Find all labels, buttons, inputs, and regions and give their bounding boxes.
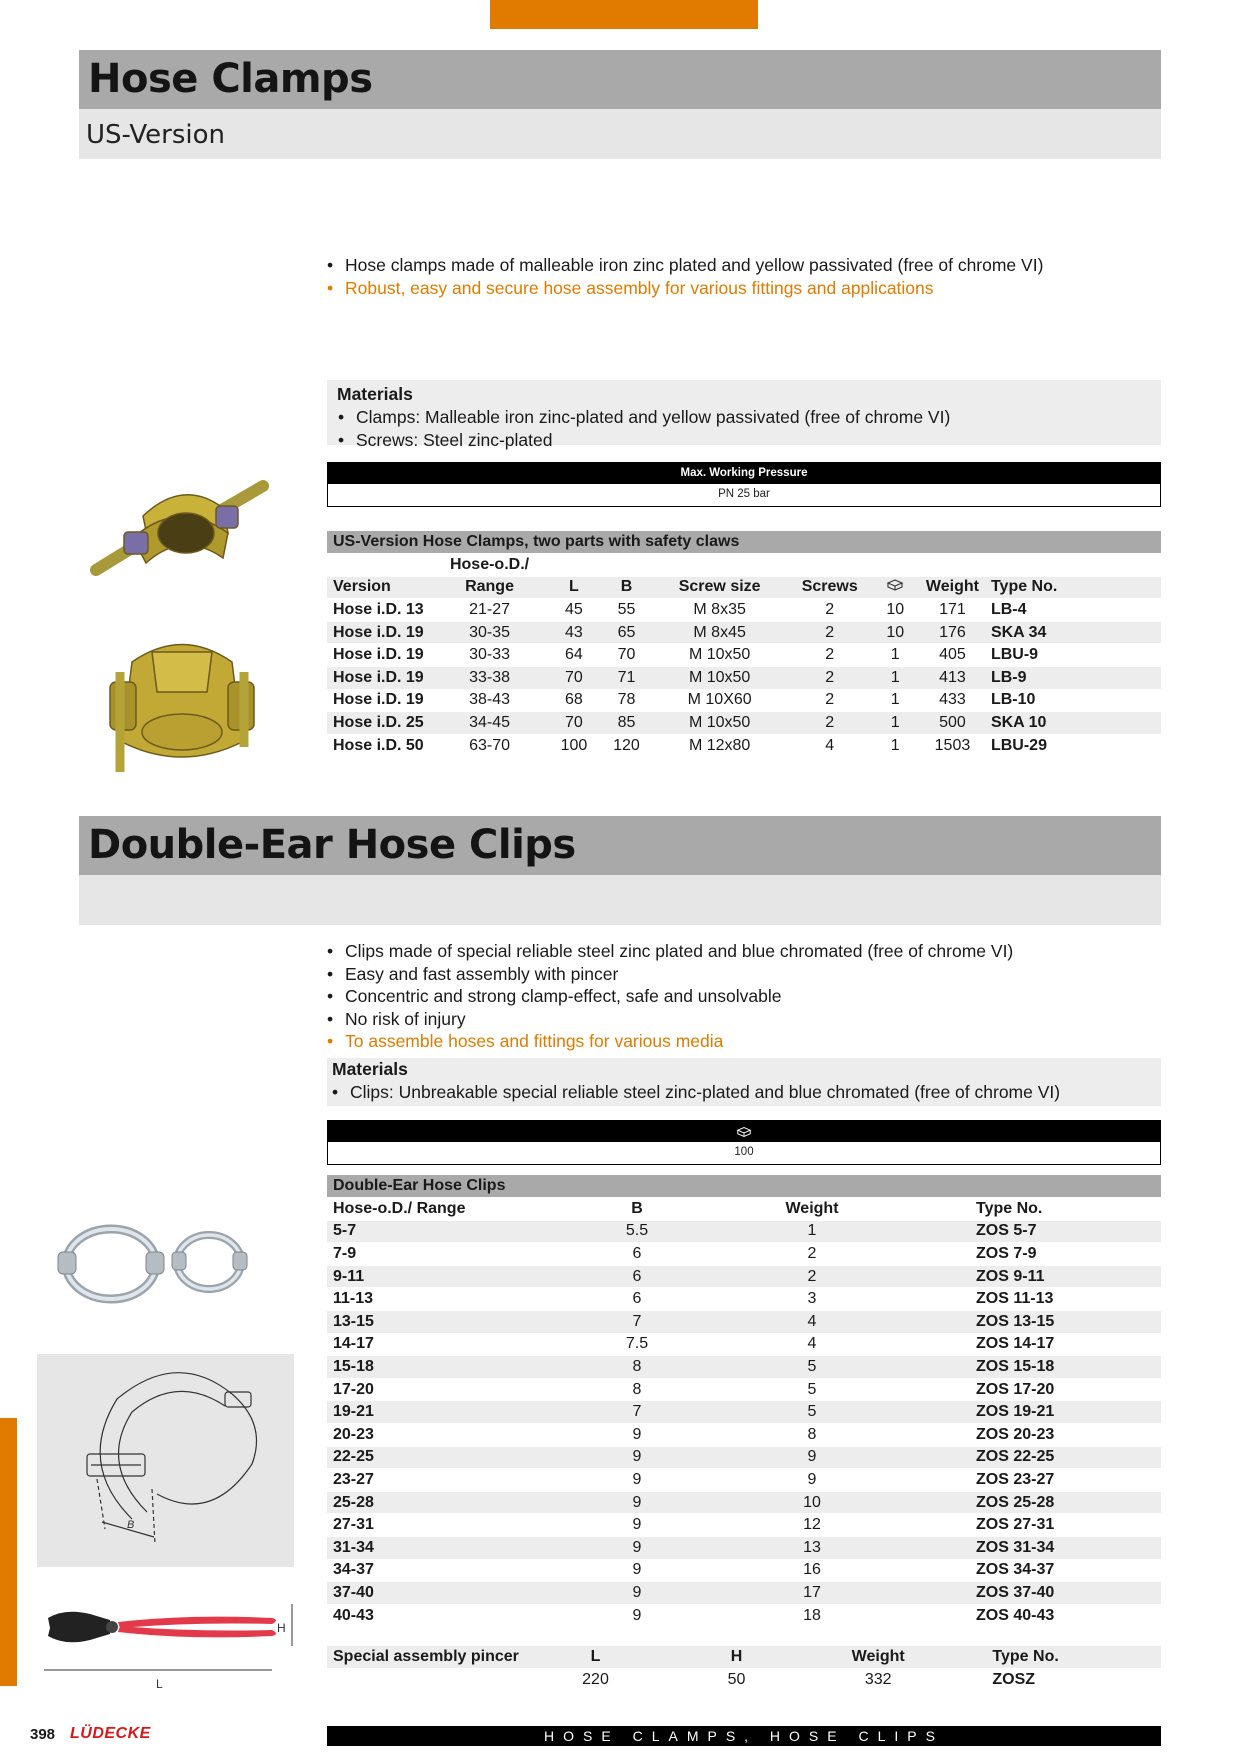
materials-title: Materials — [332, 1059, 408, 1079]
header-cell: Version — [327, 576, 434, 599]
table-row — [327, 1446, 1161, 1469]
materials-title: Materials — [337, 384, 413, 404]
cell: ZOS 34-37 — [927, 1559, 1161, 1582]
package-box-icon — [736, 1126, 752, 1138]
cell: 20-23 — [327, 1424, 577, 1447]
cell: ZOS 5-7 — [927, 1220, 1161, 1243]
cell: 85 — [603, 712, 651, 735]
cell: 1 — [871, 734, 920, 757]
table-row — [327, 1265, 1161, 1288]
cell: 10 — [697, 1491, 927, 1514]
cell: ZOS 23-27 — [927, 1469, 1161, 1492]
cell: 68 — [545, 689, 602, 712]
cell: ZOS 14-17 — [927, 1333, 1161, 1356]
table-header-row-top — [327, 554, 1161, 577]
cell: 1 — [697, 1220, 927, 1243]
cell: 14-17 — [327, 1333, 577, 1356]
cell: 16 — [697, 1559, 927, 1582]
dimension-label-h: H — [277, 1621, 286, 1635]
section2-title-banner — [79, 816, 1161, 875]
header-cell: Screws — [789, 576, 871, 599]
cell: 2 — [697, 1265, 927, 1288]
cell: 9 — [577, 1424, 697, 1447]
cell: LB-4 — [985, 599, 1161, 622]
cell: 31-34 — [327, 1537, 577, 1560]
cell: Hose i.D. 19 — [327, 644, 434, 667]
cell: 7.5 — [577, 1333, 697, 1356]
cell: 13-15 — [327, 1311, 577, 1334]
bullet-highlight: • Robust, easy and secure hose assembly for various fittings and applications — [326, 277, 1043, 300]
table-row — [327, 1220, 1161, 1243]
cell: 38-43 — [434, 689, 545, 712]
header-cell: Type No. — [927, 1198, 1161, 1221]
cell: 70 — [545, 712, 602, 735]
table-row — [327, 712, 1161, 735]
hose-clamp-photo — [88, 478, 273, 583]
cell: 6 — [577, 1265, 697, 1288]
bullet: • No risk of injury — [326, 1008, 1013, 1031]
cell: ZOS 13-15 — [927, 1311, 1161, 1334]
cell: Hose i.D. 25 — [327, 712, 434, 735]
cell: 9 — [697, 1469, 927, 1492]
cell: 50 — [666, 1669, 807, 1692]
bullet: • Hose clamps made of malleable iron zinc plated and yellow passivated (free of chrome VI) — [326, 254, 1043, 277]
cell: M 10x50 — [650, 712, 789, 735]
cell: 2 — [697, 1243, 927, 1266]
header-cell: H — [666, 1646, 807, 1669]
spec-header: Max. Working Pressure — [328, 463, 1160, 484]
table-row — [327, 1243, 1161, 1266]
footer-section-bar: HOSE CLAMPS, HOSE CLIPS — [327, 1726, 1161, 1746]
page-subtitle: US-Version — [86, 120, 226, 150]
cell: Hose i.D. 50 — [327, 734, 434, 757]
cell: ZOS 25-28 — [927, 1491, 1161, 1514]
cell: 65 — [603, 621, 651, 644]
cell: 2 — [789, 621, 871, 644]
table-row — [327, 689, 1161, 712]
cell: M 8x45 — [650, 621, 789, 644]
cell: 40-43 — [327, 1604, 577, 1627]
table-row — [327, 734, 1161, 757]
cell: 25-28 — [327, 1491, 577, 1514]
cell: 22-25 — [327, 1446, 577, 1469]
cell: 12 — [697, 1514, 927, 1537]
dimension-label-b: B — [127, 1519, 135, 1531]
cell: 9 — [577, 1604, 697, 1627]
cell: ZOS 15-18 — [927, 1356, 1161, 1379]
cell: 45 — [545, 599, 602, 622]
double-ear-clips-table — [327, 1175, 1161, 1627]
spec-header — [328, 1121, 1160, 1142]
cell: 70 — [545, 667, 602, 690]
cell: 4 — [697, 1333, 927, 1356]
cell: 8 — [577, 1356, 697, 1379]
bullet: • Clips made of special reliable steel zinc plated and blue chromated (free of chrome VI) — [326, 940, 1013, 963]
section1-bullets — [326, 254, 1043, 299]
pincer-photo — [40, 1600, 296, 1695]
cell: 433 — [920, 689, 985, 712]
section2-materials — [327, 1058, 1161, 1106]
cell: 10 — [871, 599, 920, 622]
cell: Hose i.D. 19 — [327, 621, 434, 644]
section2-bullets — [326, 940, 1013, 1053]
cell: 3 — [697, 1288, 927, 1311]
cell: 9 — [577, 1514, 697, 1537]
cell: 100 — [545, 734, 602, 757]
cell: 1503 — [920, 734, 985, 757]
cell: 15-18 — [327, 1356, 577, 1379]
cell: M 10x50 — [650, 644, 789, 667]
cell: M 12x80 — [650, 734, 789, 757]
cell: ZOS 27-31 — [927, 1514, 1161, 1537]
cell: 4 — [789, 734, 871, 757]
cell: Hose i.D. 13 — [327, 599, 434, 622]
cell: 19-21 — [327, 1401, 577, 1424]
table-row — [327, 1537, 1161, 1560]
materials-item: • Clips: Unbreakable special reliable steel zinc-plated and blue chromated (free of chrome VI) — [332, 1081, 1060, 1104]
table-row — [327, 644, 1161, 667]
clip-drawing-panel — [37, 1354, 294, 1567]
cell: 2 — [789, 667, 871, 690]
table-header-row — [327, 1198, 1161, 1221]
cell: 220 — [525, 1669, 666, 1692]
cell: 9 — [577, 1537, 697, 1560]
cell: 4 — [697, 1311, 927, 1334]
table-row — [327, 1424, 1161, 1447]
pressure-spec-box — [327, 462, 1161, 507]
cell: 7-9 — [327, 1243, 577, 1266]
materials-item: • Screws: Steel zinc-plated — [338, 429, 950, 452]
cell: LB-9 — [985, 667, 1161, 690]
clip-drawing — [37, 1354, 294, 1567]
page-title: Hose Clamps — [88, 56, 373, 102]
cell: ZOS 9-11 — [927, 1265, 1161, 1288]
table-title: US-Version Hose Clamps, two parts with safety claws — [327, 531, 1161, 554]
cell: 405 — [920, 644, 985, 667]
table-row — [327, 1469, 1161, 1492]
cell: 500 — [920, 712, 985, 735]
header-cell: Hose-o.D./ Range — [327, 1198, 577, 1221]
cell — [327, 1669, 525, 1692]
cell: 5 — [697, 1378, 927, 1401]
cell: Hose i.D. 19 — [327, 667, 434, 690]
header-cell: Range — [434, 576, 545, 599]
cell: 6 — [577, 1288, 697, 1311]
cell: ZOS 31-34 — [927, 1537, 1161, 1560]
cell: 5.5 — [577, 1220, 697, 1243]
table-row — [327, 1288, 1161, 1311]
table-row — [327, 1491, 1161, 1514]
cell: LB-10 — [985, 689, 1161, 712]
cell: 78 — [603, 689, 651, 712]
cell: 63-70 — [434, 734, 545, 757]
cell: 2 — [789, 644, 871, 667]
cell: 11-13 — [327, 1288, 577, 1311]
cell: 1 — [871, 644, 920, 667]
cell: M 8x35 — [650, 599, 789, 622]
cell: ZOS 7-9 — [927, 1243, 1161, 1266]
cell: 34-45 — [434, 712, 545, 735]
cell: 8 — [577, 1378, 697, 1401]
bullet: • Easy and fast assembly with pincer — [326, 963, 1013, 986]
cell: 9 — [577, 1469, 697, 1492]
header-cell: Special assembly pincer — [327, 1646, 525, 1669]
table-row — [327, 1669, 1161, 1692]
cell: 5 — [697, 1401, 927, 1424]
cell: 413 — [920, 667, 985, 690]
cell: 5-7 — [327, 1220, 577, 1243]
cell: 27-31 — [327, 1514, 577, 1537]
header-cell: Hose-o.D./ — [434, 554, 545, 577]
table-row — [327, 1582, 1161, 1605]
cell: 43 — [545, 621, 602, 644]
spec-value: 100 — [734, 1146, 754, 1158]
table-row — [327, 621, 1161, 644]
header-cell: L — [525, 1646, 666, 1669]
table-header-row — [327, 576, 1161, 599]
hose-clamp-photo — [102, 632, 262, 777]
brand-logo: LÜDECKE — [70, 1725, 151, 1742]
cell: ZOS 19-21 — [927, 1401, 1161, 1424]
table-row — [327, 1401, 1161, 1424]
cell: 7 — [577, 1311, 697, 1334]
cell: 30-35 — [434, 621, 545, 644]
cell: 9 — [577, 1582, 697, 1605]
header-cell: B — [603, 576, 651, 599]
cell: 7 — [577, 1401, 697, 1424]
cell: 17 — [697, 1582, 927, 1605]
cell: 21-27 — [434, 599, 545, 622]
table-row — [327, 1333, 1161, 1356]
cell: SKA 34 — [985, 621, 1161, 644]
cell: 1 — [871, 689, 920, 712]
section2-subtitle-banner — [79, 875, 1161, 925]
table-header-row — [327, 1646, 1161, 1669]
cell: 6 — [577, 1243, 697, 1266]
cell: 2 — [789, 689, 871, 712]
pincer-table — [327, 1646, 1161, 1692]
cell: 18 — [697, 1604, 927, 1627]
cell: ZOS 37-40 — [927, 1582, 1161, 1605]
cell: 71 — [603, 667, 651, 690]
cell: 9 — [577, 1491, 697, 1514]
cell: M 10x50 — [650, 667, 789, 690]
header-cell: Weight — [807, 1646, 949, 1669]
cell: 9 — [577, 1559, 697, 1582]
cell: 13 — [697, 1537, 927, 1560]
cell: 176 — [920, 621, 985, 644]
cell: 17-20 — [327, 1378, 577, 1401]
table-row — [327, 1311, 1161, 1334]
section1-subtitle-banner — [79, 109, 1161, 159]
cell: 120 — [603, 734, 651, 757]
header-cell: Screw size — [650, 576, 789, 599]
cell: Hose i.D. 19 — [327, 689, 434, 712]
cell: 64 — [545, 644, 602, 667]
cell: 9 — [577, 1446, 697, 1469]
section1-title-banner — [79, 50, 1161, 109]
hose-clip-photo — [56, 1212, 261, 1312]
table-title-row — [327, 531, 1161, 554]
table-title-row — [327, 1175, 1161, 1198]
table-title: Double-Ear Hose Clips — [327, 1175, 1161, 1198]
cell: LBU-9 — [985, 644, 1161, 667]
materials-item: • Clamps: Malleable iron zinc-plated and yellow passivated (free of chrome VI) — [338, 406, 950, 429]
packaging-spec-box — [327, 1120, 1161, 1165]
table-row — [327, 667, 1161, 690]
cell: ZOSZ — [949, 1669, 1161, 1692]
table-row — [327, 1378, 1161, 1401]
header-cell: L — [545, 576, 602, 599]
cell: 171 — [920, 599, 985, 622]
cell: ZOS 22-25 — [927, 1446, 1161, 1469]
cell: SKA 10 — [985, 712, 1161, 735]
table-row — [327, 1559, 1161, 1582]
bullet: • Concentric and strong clamp-effect, safe and unsolvable — [326, 985, 1013, 1008]
header-cell: Type No. — [949, 1646, 1161, 1669]
cell: 332 — [807, 1669, 949, 1692]
cell: 23-27 — [327, 1469, 577, 1492]
header-cell: Weight — [920, 576, 985, 599]
cell: 70 — [603, 644, 651, 667]
cell: 9 — [697, 1446, 927, 1469]
cell: 34-37 — [327, 1559, 577, 1582]
cell: LBU-29 — [985, 734, 1161, 757]
section1-materials — [327, 380, 1161, 450]
cell: ZOS 17-20 — [927, 1378, 1161, 1401]
cell: 2 — [789, 712, 871, 735]
section-title: Double-Ear Hose Clips — [88, 822, 576, 868]
side-accent-tab — [0, 1418, 17, 1686]
cell: ZOS 20-23 — [927, 1424, 1161, 1447]
spec-value: PN 25 bar — [718, 488, 770, 500]
table-row — [327, 1514, 1161, 1537]
header-cell: B — [577, 1198, 697, 1221]
us-hose-clamps-table — [327, 531, 1161, 757]
package-box-icon — [871, 576, 920, 599]
cell: 2 — [789, 599, 871, 622]
cell: 8 — [697, 1424, 927, 1447]
table-row — [327, 599, 1161, 622]
header-cell: Type No. — [985, 576, 1161, 599]
cell: 37-40 — [327, 1582, 577, 1605]
header-cell: Weight — [697, 1198, 927, 1221]
cell: 1 — [871, 667, 920, 690]
cell: 1 — [871, 712, 920, 735]
cell: 9-11 — [327, 1265, 577, 1288]
cell: 10 — [871, 621, 920, 644]
cell: 5 — [697, 1356, 927, 1379]
top-accent-tab — [490, 0, 758, 29]
table-row — [327, 1356, 1161, 1379]
dimension-label-l: L — [156, 1677, 163, 1691]
cell: 55 — [603, 599, 651, 622]
cell: 30-33 — [434, 644, 545, 667]
table-row — [327, 1604, 1161, 1627]
cell: 33-38 — [434, 667, 545, 690]
cell: M 10X60 — [650, 689, 789, 712]
cell: ZOS 11-13 — [927, 1288, 1161, 1311]
bullet-highlight: • To assemble hoses and fittings for various media — [326, 1030, 1013, 1053]
page-number: 398 — [30, 1726, 56, 1743]
cell: ZOS 40-43 — [927, 1604, 1161, 1627]
